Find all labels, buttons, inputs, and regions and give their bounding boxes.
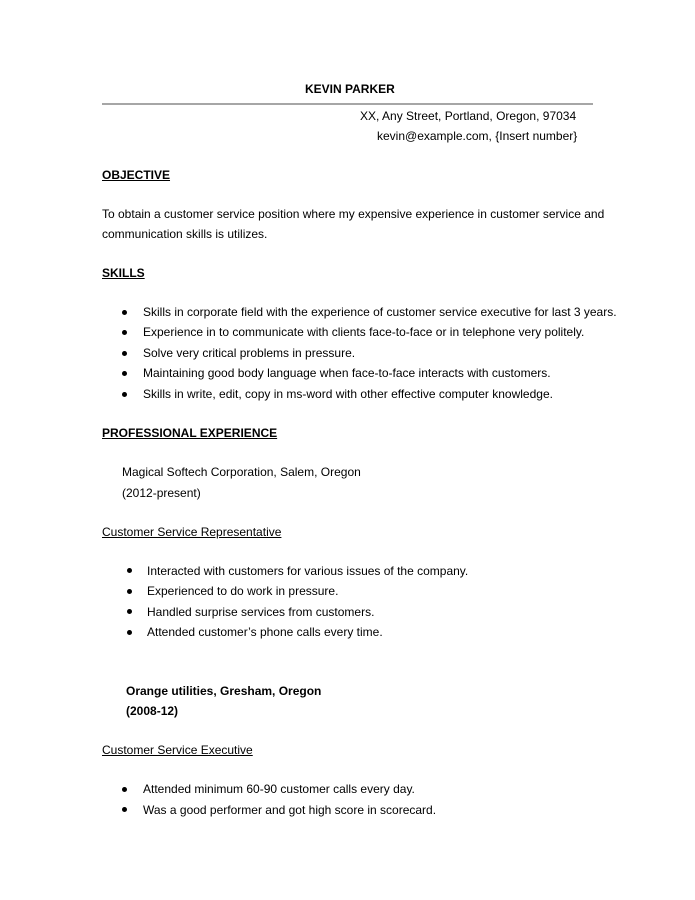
bullet-icon [127,589,132,594]
bullet-icon [122,351,127,356]
skill-item: Skills in write, edit, copy in ms-word with other effective computer knowledge. [143,387,553,401]
job-company: Orange utilities, Gresham, Oregon [126,684,322,698]
experience-heading: PROFESSIONAL EXPERIENCE [102,426,278,440]
contact-line: kevin@example.com, {Insert number} [377,129,578,143]
job-period: (2008-12) [126,704,179,718]
job-title: Customer Service Executive [102,743,253,757]
skills-heading: SKILLS [102,266,145,280]
skill-item: Experience in to communicate with clients face-to-face or in telephone very politely. [143,325,585,339]
objective-text-line-1: To obtain a customer service position where my expensive experience in customer service and [102,207,605,221]
bullet-icon [122,330,127,335]
duty-item: Handled surprise services from customers. [147,605,375,619]
bullet-icon [122,310,127,315]
objective-text-line-2: communication skills is utilizes. [102,227,268,241]
duty-item: Interacted with customers for various issues of the company. [147,564,469,578]
bullet-icon [127,609,132,614]
duty-item: Experienced to do work in pressure. [147,584,339,598]
bullet-icon [122,787,127,792]
bullet-icon [122,371,127,376]
duty-item: Attended minimum 60-90 customer calls every day. [143,782,415,796]
bullet-icon [127,630,132,635]
skill-item: Skills in corporate field with the experience of customer service executive for last 3 years. [143,305,617,319]
job-title: Customer Service Representative [102,525,282,539]
job-period: (2012-present) [122,486,201,500]
job-company: Magical Softech Corporation, Salem, Oregon [122,465,361,479]
resume-name: KEVIN PARKER [305,82,395,96]
bullet-icon [127,568,132,573]
bullet-icon [122,807,127,812]
duty-item: Was a good performer and got high score in scorecard. [143,803,437,817]
skill-item: Maintaining good body language when face-to-face interacts with customers. [143,366,551,380]
objective-heading: OBJECTIVE [102,168,171,182]
address-line: XX, Any Street, Portland, Oregon, 97034 [360,109,577,123]
skill-item: Solve very critical problems in pressure. [143,346,356,360]
header-divider [102,103,593,105]
bullet-icon [122,392,127,397]
duty-item: Attended customer’s phone calls every time. [147,625,383,639]
